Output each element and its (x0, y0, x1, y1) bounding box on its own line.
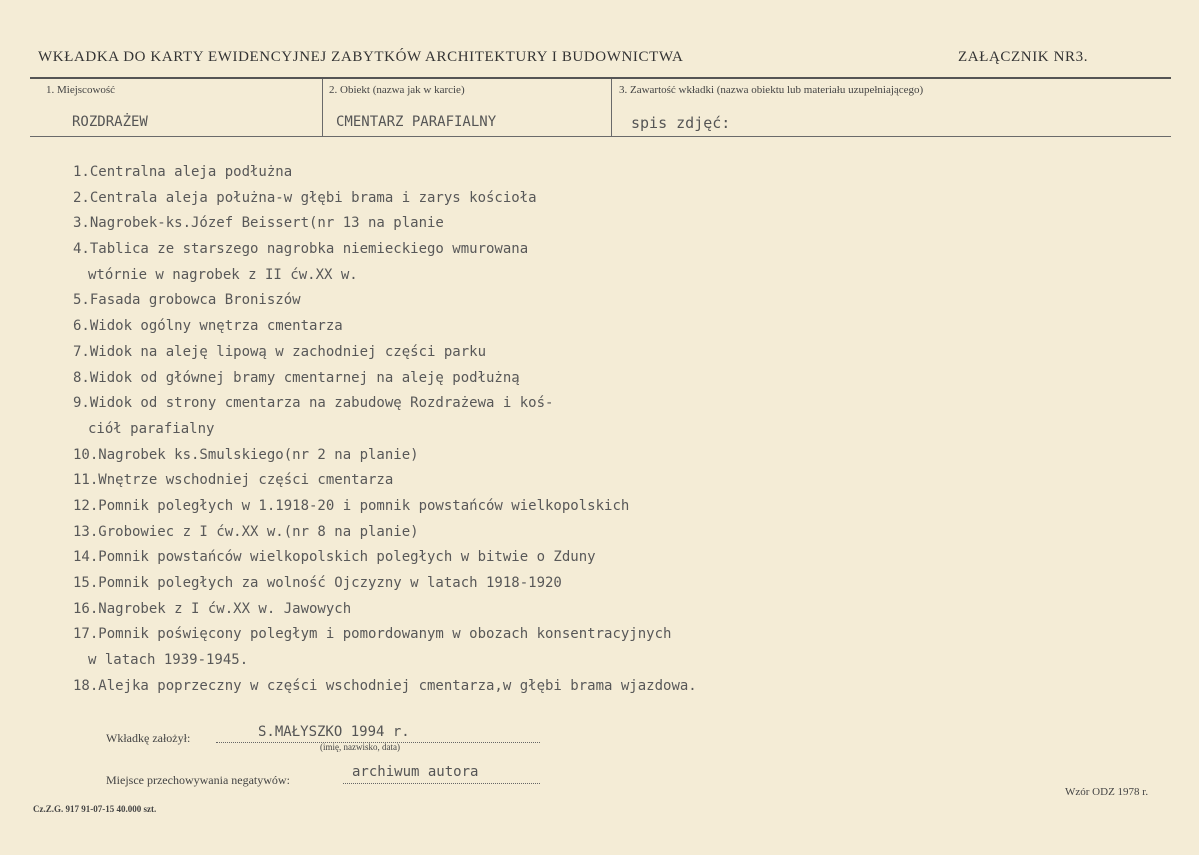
list-item: 11.Wnętrze wschodniej części cmentarza (73, 472, 394, 489)
list-item: 12.Pomnik poległych w 1.1918-20 i pomnik powstańców wielkopolskich (73, 497, 630, 514)
field-content-label: 3. Zawartość wkładki (nazwa obiektu lub materiału uzupełniającego) (619, 84, 924, 96)
list-item: 1.Centralna aleja podłużna (73, 164, 293, 180)
field-divider-1 (322, 79, 323, 136)
fields-bottom-rule (30, 136, 1171, 137)
list-item: 18.Alejka poprzeczny w części wschodniej cmentarza,w głębi brama wjazdowa. (73, 677, 697, 694)
list-item: 7.Widok na aleję lipową w zachodniej części parku (73, 343, 487, 360)
storage-dotted-line (343, 783, 540, 784)
field-locality-value: ROZDRAŻEW (72, 114, 148, 130)
list-item: 13.Grobowiec z I ćw.XX w.(nr 8 na planie) (73, 523, 419, 540)
list-item-continuation: wtórnie w nagrobek z II ćw.XX w. (88, 266, 358, 283)
list-item: 8.Widok od głównej bramy cmentarnej na aleję podłużną (73, 369, 520, 386)
print-code: Cz.Z.G. 917 91-07-15 40.000 szt. (33, 804, 157, 814)
field-locality-label: 1. Miejscowość (46, 84, 116, 96)
field-divider-2 (611, 79, 612, 136)
list-item: 6.Widok ogólny wnętrza cmentarza (73, 318, 343, 335)
list-item: 17.Pomnik poświęcony poległym i pomordowanym w obozach konsentracyjnych (73, 626, 672, 643)
list-item: 14.Pomnik powstańców wielkopolskich poległych w bitwie o Zduny (73, 549, 596, 566)
list-item: 2.Centrala aleja połużna-w głębi brama i zarys kościoła (73, 189, 537, 206)
storage-label: Miejsce przechowywania negatywów: (106, 773, 290, 787)
list-item: 9.Widok od strony cmentarza na zabudowę Rozdrażewa i koś- (73, 395, 554, 412)
list-item: 15.Pomnik poległych za wolność Ojczyzny w latach 1918-1920 (73, 575, 562, 591)
list-item: 5.Fasada grobowca Broniszów (73, 292, 301, 309)
photo-list (73, 160, 1073, 699)
storage-value: archiwum autora (352, 764, 479, 780)
field-object-value: CMENTARZ PARAFIALNY (336, 114, 497, 130)
list-item: 3.Nagrobek-ks.Józef Beissert(nr 13 na planie (73, 215, 444, 232)
field-content-value: spis zdjęć: (631, 114, 731, 132)
list-item-continuation: ciół parafialny (88, 420, 215, 437)
author-hint: (imię, nazwisko, data) (320, 742, 400, 752)
list-item: 16.Nagrobek z I ćw.XX w. Jawowych (73, 600, 352, 617)
author-label: Wkładkę założył: (106, 731, 191, 745)
form-model: Wzór ODZ 1978 r. (1065, 786, 1149, 798)
attachment-number: ZAŁĄCZNIK NR3. (958, 49, 1089, 65)
form-title: WKŁADKA DO KARTY EWIDENCYJNEJ ZABYTKÓW ARCHITEKTURY I BUDOWNICTWA (38, 49, 684, 65)
header-rule (30, 77, 1171, 79)
list-item: 4.Tablica ze starszego nagrobka niemieckiego wmurowana (73, 241, 529, 258)
author-value: S.MAŁYSZKO 1994 r. (258, 724, 410, 740)
field-object-label: 2. Obiekt (nazwa jak w karcie) (329, 84, 465, 96)
list-item: 10.Nagrobek ks.Smulskiego(nr 2 na planie) (73, 446, 419, 463)
list-item-continuation: w latach 1939-1945. (88, 652, 249, 669)
